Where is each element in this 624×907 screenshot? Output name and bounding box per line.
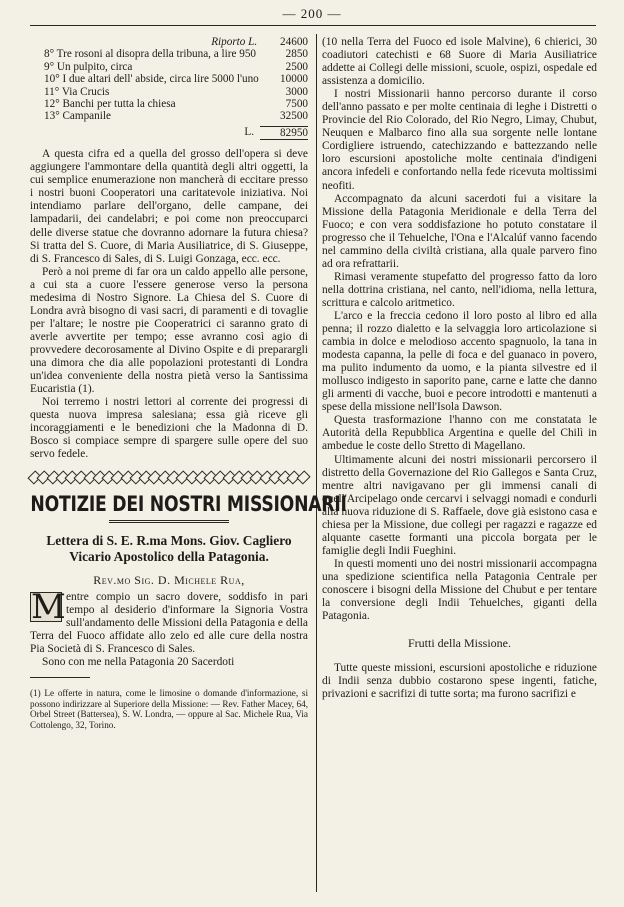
cost-ledger (30, 36, 308, 140)
ledger-total (30, 126, 308, 140)
right-paragraph: I nostri Missionarii hanno percorso durante il corso dell'anno passato e per molte centinaia di leghe i Distretti o Provincie del Rio Colorado, del Rio Negro, Limay, Chubut, Neuquen e Malbarco fino alla sua sorgente nelle lontane Cordigliere istruendo, catechizzando e battezzando nelle loro escursioni apostoliche molte centinaia d'indigeni ancora infedeli e confortando nella fede ricevuta moltissimi neofiti. (322, 88, 597, 192)
right-paragraph: Ultimamente alcuni dei nostri missionarii percorsero il distretto della Governazione del Rio Gallegos e Santa Cruz, mentre altri navigavano per gli immensi canali di quell'Arcipelago onde cercarvi i selvaggi nomadi e condurli alla nuova riduzione di S. Raffaele, dove già esistono casa e chiesa per la Missione, due collegi per ragazzi e ragazze ed alquante casette formanti una piccola borgata per le famiglie degli Indii Fueghini. (322, 453, 597, 557)
ledger-row-amount: 2850 (285, 48, 308, 61)
ledger-row-label: 13° Campanile (44, 110, 111, 123)
ledger-carryover (30, 36, 308, 48)
left-paragraph: A questa cifra ed a quella del grosso dell'opera si deve aggiungere l'ammontare della quantità degli altri oggetti, la cui semplice enumerazione non mancherà di eccitare presso i nostri buoni Cooperatori una caritatevole iniziativa. Noi intendiamo parlare dell'organo, delle campane, dei lampadarii, dei candelabri; e poi come non preoccuparci delle diverse statue che dovranno adornare la futura chiesa? Si tratta del S. Cuore, di Maria Ausiliatrice, di S. Giuseppe, di S. Francesco di Sales, di S. Luigi Gonzaga, ecc. ecc. (30, 148, 308, 265)
right-paragraph: Questa trasformazione l'hanno con me constatata le Autorità della Repubblica Argentina e quelle del Chilì in ambedue le coste dello Stretto di Magellano. (322, 414, 597, 453)
footnote-rule (30, 677, 90, 678)
left-paragraph: Noi terremo i nostri lettori al corrente dei progressi di questa nuova impresa salesiana; essa già riceve gli incoraggiamenti e le benedizioni che la Madonna di D. Bosco si compiace sempre di spargere sulle opere del suo servo fedele. (30, 396, 308, 461)
page-number: — 200 — (282, 6, 342, 21)
right-paragraph: L'arco e la freccia cedono il loro posto al libro ed alla penna; il rozzo dialetto e la selvaggia loro articolazione si cambia in dolce e melodioso accento spagnuolo, la tana in modesta capanna, la pelle di foca e del guanaco in povero, ma pulito indumento da uomo, e la pianta silvestre ed il mollusco indigesto in saporito pane, carne e latte che danno gli armenti di vacche, buoi e pecore introdotti e mantenuti a spese della missione nell'Isola Dawson. (322, 309, 597, 414)
ledger-row (30, 48, 308, 60)
letter-salutation: Rev.mo Sig. D. Michele Rua, (93, 572, 245, 587)
left-column (30, 36, 347, 896)
right-paragraph: (10 nella Terra del Fuoco ed isole Malvine), 6 chierici, 30 coadiutori catechisti e 68 Suore di Maria Ausiliatrice addette ai Collegi delle missioni, scuole, ospizi, ospedale ed assistenza a domicilio. (322, 36, 597, 88)
ledger-carryover-label: Riporto L. (211, 36, 258, 48)
ledger-row (30, 110, 308, 122)
right-paragraph: Rimasi veramente stupefatto del progresso fatto da loro nella dottrina cristiana, nel canto, nell'idioma, nella lettura, scrittura e calcolo aritmetico. (322, 270, 597, 309)
ledger-rows (30, 48, 308, 122)
ledger-row (30, 61, 308, 73)
ledger-row (30, 73, 308, 85)
ledger-total-label: L. (244, 125, 254, 138)
right-paragraph: Accompagnato da alcuni sacerdoti fui a visitare la Missione della Patagonia Meridionale e della Terra del Fuoco; e con vera soddisfazione ho potuto constatare il progresso che il Tehuelche, l'Ona e l'Alcalúf vanno facendo nel cammino della civiltà cristiana, alla quale parvero fino ad ora refrattarii. (322, 192, 597, 270)
ledger-total-amount: 82950 (260, 126, 308, 140)
ledger-row-amount: 2500 (285, 60, 308, 73)
decorative-ornament-band (30, 471, 308, 484)
letter-heading: Lettera di S. E. R.ma Mons. Giov. Cagliero Vicario Apostolico della Patagonia. (46, 533, 292, 564)
ledger-row-label: 10° I due altari dell' abside, circa lire 5000 l'uno (44, 73, 259, 86)
right-paragraph: In questi momenti uno dei nostri missionarii accompagna una spedizione scientifica nella Patagonia Centrale per conoscere i bisogni della Missione del Chubut e per tentare la conversione degli Indii Tehuelches, giganti della Patagonia. (322, 557, 597, 623)
title-rule (109, 520, 229, 523)
footnote: (1) Le offerte in natura, come le limosine o domande d'informazione, si possono indirizzare al Superiore della Missione: — Rev. Father Macey, 64, Orbel Street (Battersea), S. W. Londra, — oppure al Sac. Michele Rua, Via Cottolengo, 32, Torino. (30, 688, 308, 730)
ledger-carryover-amount: 24600 (280, 36, 308, 48)
letter-opening (30, 586, 308, 656)
ledger-row-amount: 3000 (285, 85, 308, 98)
ledger-row-amount: 10000 (280, 73, 308, 86)
ledger-row-amount: 7500 (285, 98, 308, 111)
letter-paragraph: Sono con me nella Patagonia 20 Sacerdoti (42, 656, 235, 669)
header-rule (30, 25, 596, 26)
right-column (322, 36, 597, 896)
subheading: Frutti della Missione. (408, 636, 511, 651)
section-title: NOTIZIE DEI NOSTRI MISSIONARII (30, 492, 347, 517)
column-divider (316, 34, 317, 892)
drop-cap-letter: M (31, 586, 66, 627)
left-paragraph: Però a noi preme di far ora un caldo appello alle persone, a cui sta a cuore l'essere generose verso la persona medesima di Nostro Signore. La Chiesa del S. Cuore di Londra avrà bisogno di vasi sacri, di paramenti e di tovaglie per l'altare; le nostre pie Cooperatrici ci saranno grato di averle avvertite per tempo; esse avranno così agio di provvedere decorosamente al Divino Ospite e di preparargli una dimora che dia alle popolazioni protestanti di Londra un'idea conveniente della nostra pietà verso la Santissima Eucaristia (1). (30, 265, 308, 396)
ledger-row-amount: 32500 (280, 110, 308, 123)
ledger-row-label: 8° Tre rosoni al disopra della tribuna, a lire 950 (44, 48, 257, 61)
ledger-row-label: 12° Banchi per tutta la chiesa (44, 98, 176, 111)
ledger-row (30, 98, 308, 110)
ledger-row-label: 11° Via Crucis (44, 85, 110, 98)
ledger-row (30, 86, 308, 98)
right-paragraph: Tutte queste missioni, escursioni apostoliche e riduzione di Indii senza dubbio costarono spese ingenti, fatiche, privazioni e sacrifizi di tutte sorta; ma furono sacrifizi e (322, 662, 597, 701)
ornament-diamond (296, 471, 310, 485)
ledger-row-label: 9° Un pulpito, circa (44, 60, 133, 73)
letter-opening-text: entre compio un sacro dovere, soddisfo in pari tempo al desiderio d'informare la Signoria Vostra sull'andamento delle Missioni della Patagonia e della Terra del Fuoco affidate allo zelo ed alle cure della nostra Pia Società di S. Francesco di Sales. (30, 590, 308, 656)
